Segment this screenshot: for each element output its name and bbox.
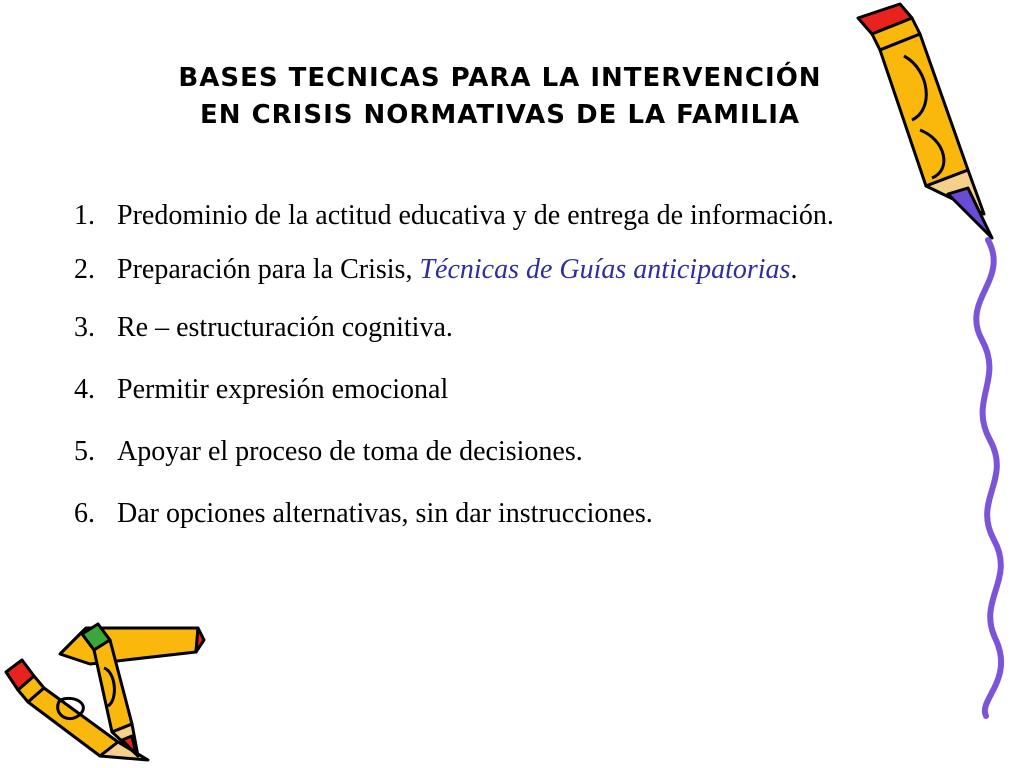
pencil-icon [858, 4, 992, 238]
item-text: Preparación para la Crisis, [117, 254, 420, 285]
crossed-pencils-icon [6, 624, 204, 760]
item-text: Permitir expresión emocional [117, 374, 449, 405]
item-text: Dar opciones alternativas, sin dar instrucciones. [117, 498, 653, 529]
title-line-2: EN CRISIS NORMATIVAS DE LA FAMILIA [200, 100, 800, 130]
item-number: 4. [74, 374, 95, 405]
item-number: 5. [74, 436, 95, 467]
item-text-end: . [790, 254, 798, 285]
item-number: 3. [74, 312, 95, 343]
item-number: 2. [74, 254, 95, 285]
title-line-1: BASES TECNICAS PARA LA INTERVENCIÓN [178, 63, 822, 93]
item-number: 1. [74, 200, 95, 231]
wavy-line [976, 240, 1001, 716]
item-text: Predominio de la actitud educativa y de entrega de información. [117, 200, 834, 231]
item-number: 6. [74, 498, 95, 529]
item-text: Apoyar el proceso de toma de decisiones. [117, 436, 583, 467]
item-emphasis: Técnicas de Guías anticipatorias [419, 254, 791, 285]
item-text: Re – estructuración cognitiva. [117, 312, 453, 343]
